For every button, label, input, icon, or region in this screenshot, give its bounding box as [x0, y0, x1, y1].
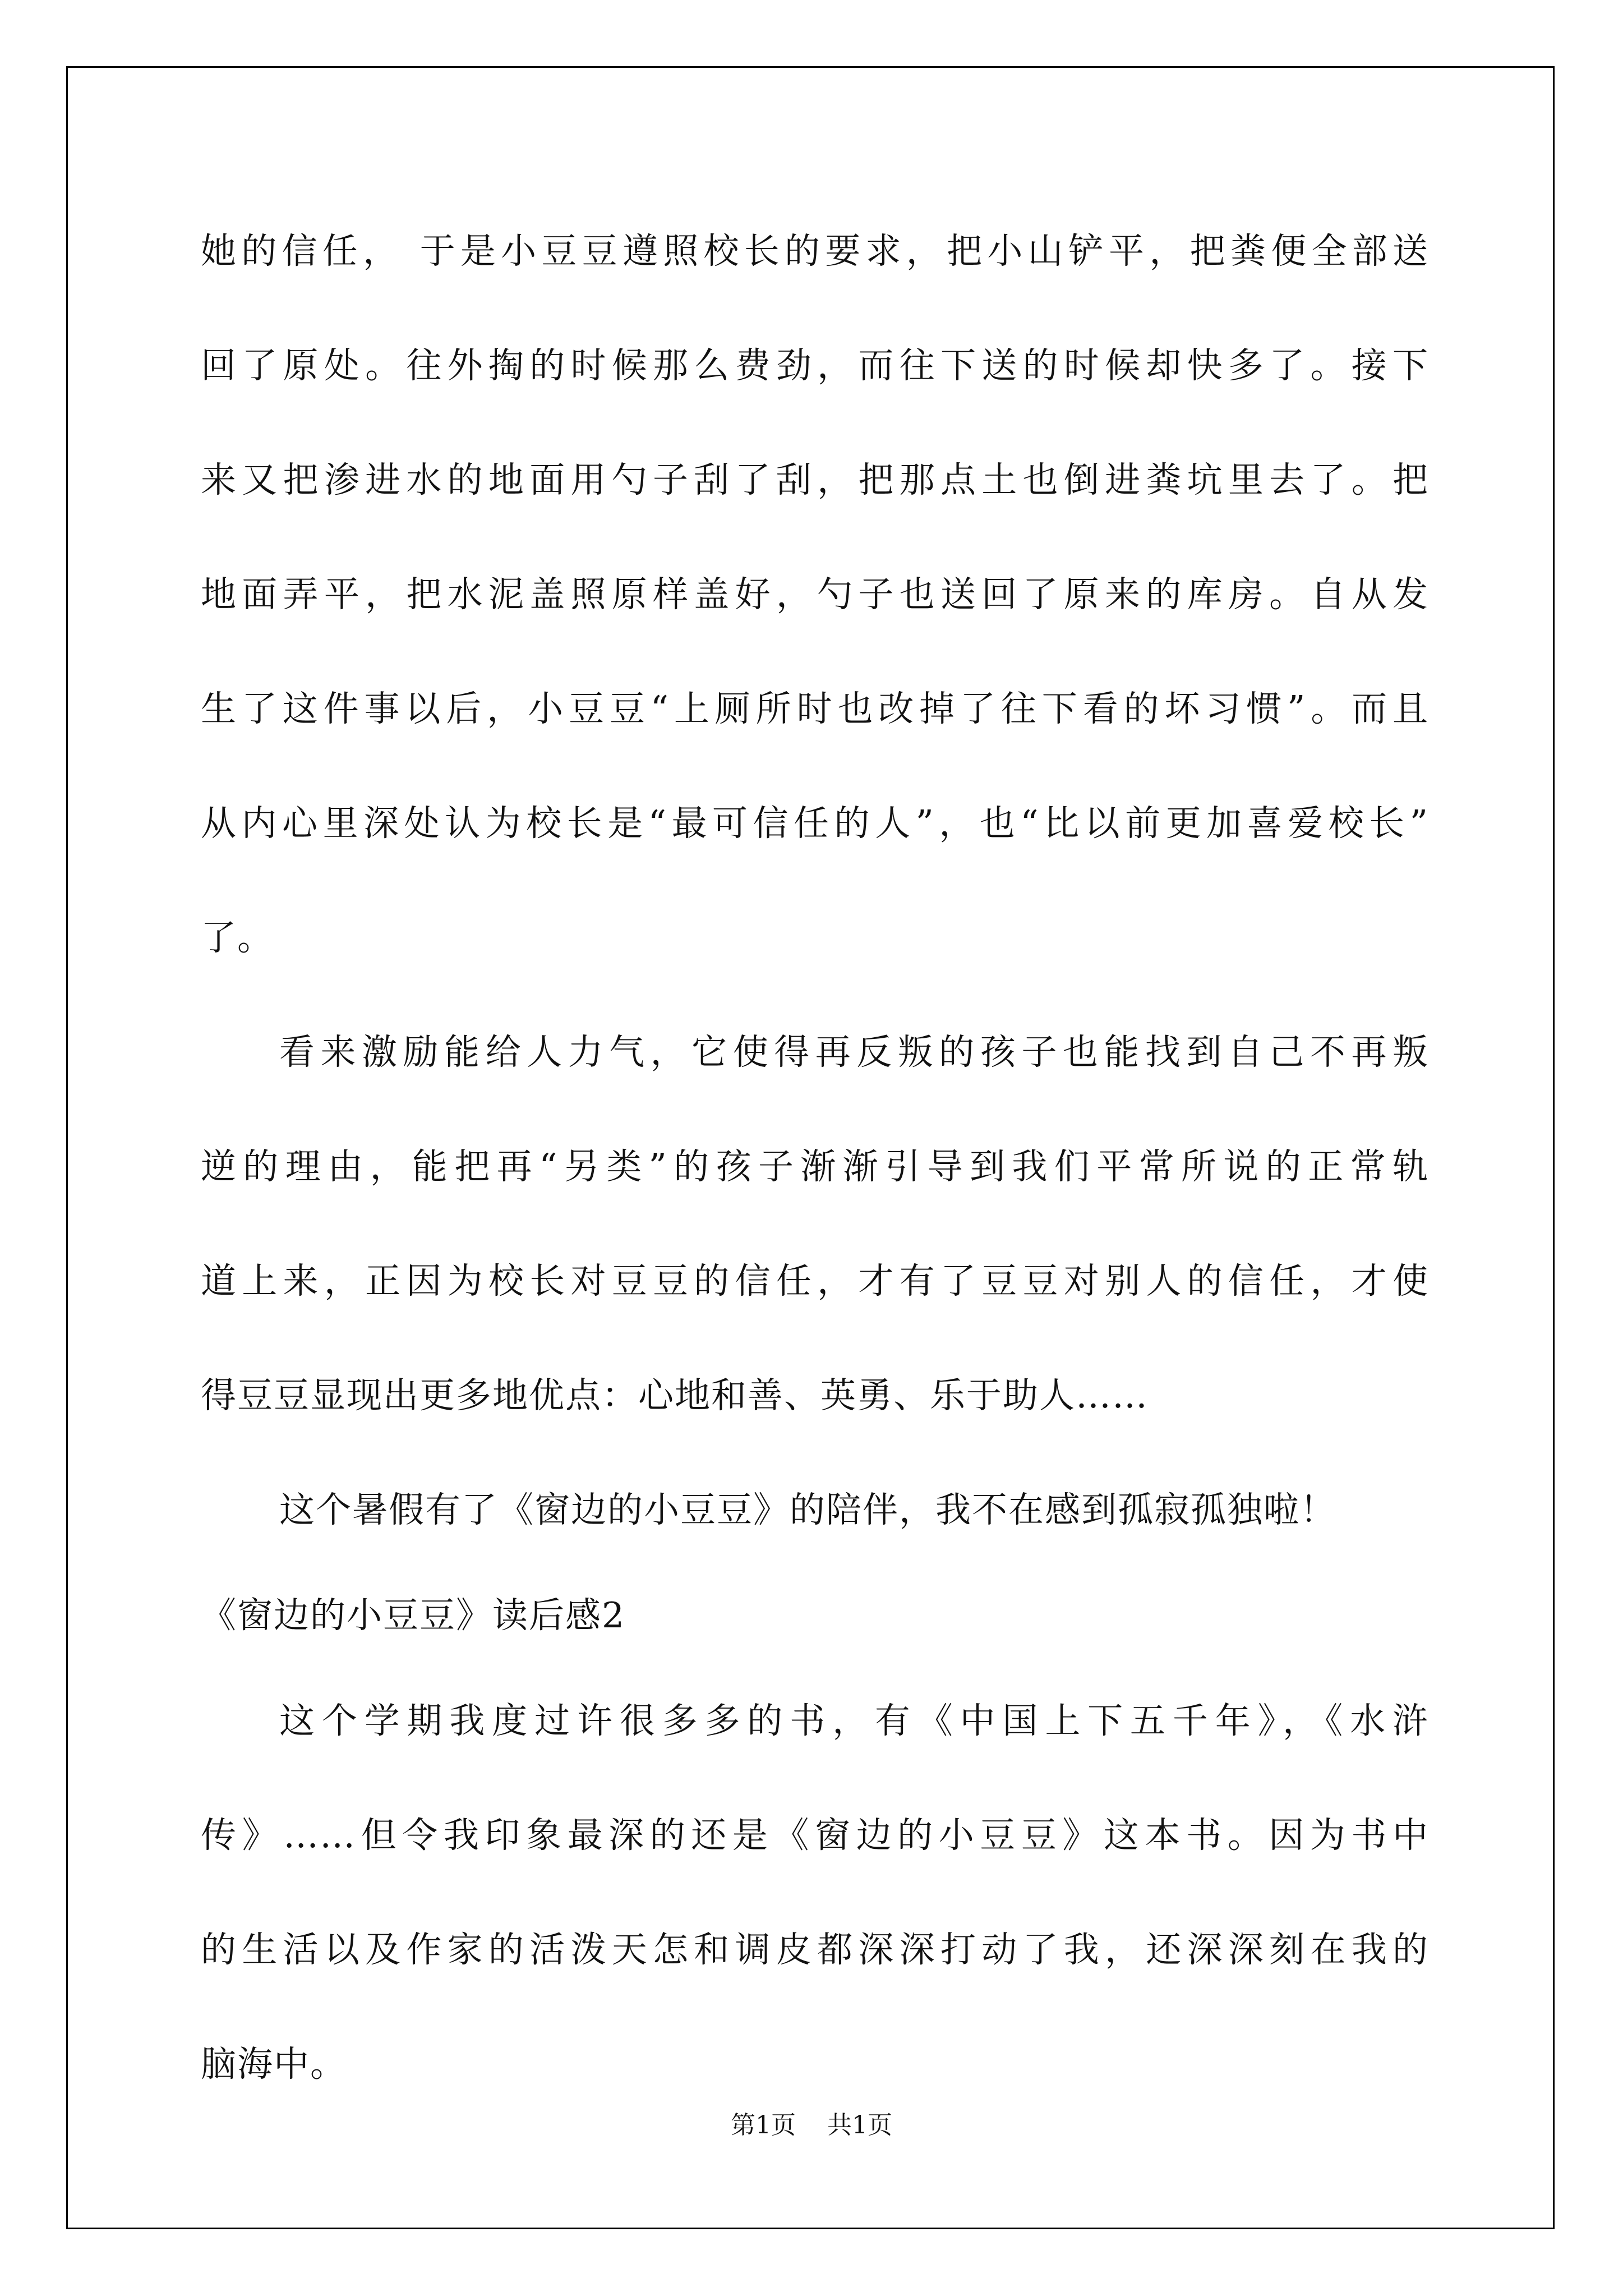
- text-line: 逆的理由，能把再“另类”的孩子渐渐引导到我们平常所说的正常轨: [201, 1146, 1429, 1187]
- text-line: 了。: [201, 917, 274, 958]
- text-line: 传》……但令我印象最深的还是《窗边的小豆豆》这本书。因为书中: [201, 1815, 1429, 1856]
- paragraph-first-line: 这个学期我度过许很多多的书，有《中国上下五千年》，《水浒: [279, 1700, 1429, 1741]
- text-line: 地面弄平，把水泥盖照原样盖好，勺子也送回了原来的库房。自从发: [201, 574, 1429, 615]
- paragraph-first-line: 看来激励能给人力气，它使得再反叛的孩子也能找到自己不再叛: [279, 1032, 1429, 1073]
- text-line: 生了这件事以后，小豆豆“上厕所时也改掉了往下看的坏习惯”。而且: [201, 688, 1429, 729]
- paragraph-first-line: 这个暑假有了《窗边的小豆豆》的陪伴，我不在感到孤寂孤独啦！: [279, 1489, 1336, 1530]
- text-line: 的生活以及作家的活泼天怎和调皮都深深打动了我，还深深刻在我的: [201, 1929, 1429, 1970]
- text-line: 来又把渗进水的地面用勺子刮了刮，把那点土也倒进粪坑里去了。把: [201, 459, 1429, 500]
- text-line: 脑海中。: [201, 2044, 347, 2085]
- text-line: 回了原处。往外掏的时候那么费劲，而往下送的时候却快多了。接下: [201, 345, 1429, 386]
- text-line: 道上来，正因为校长对豆豆的信任，才有了豆豆对别人的信任，才使: [201, 1260, 1429, 1301]
- section-heading: 《窗边的小豆豆》读后感2: [201, 1595, 626, 1636]
- text-line: 她的信任， 于是小豆豆遵照校长的要求，把小山铲平，把粪便全部送: [201, 231, 1429, 272]
- text-line: 得豆豆显现出更多地优点：心地和善、英勇、乐于助人……: [201, 1375, 1149, 1416]
- document-body: [201, 218, 1429, 2145]
- text-line: 从内心里深处认为校长是“最可信任的人”，也“比以前更加喜爱校长”: [201, 803, 1429, 844]
- page-number-footer: 第1页 共1页: [731, 2111, 892, 2139]
